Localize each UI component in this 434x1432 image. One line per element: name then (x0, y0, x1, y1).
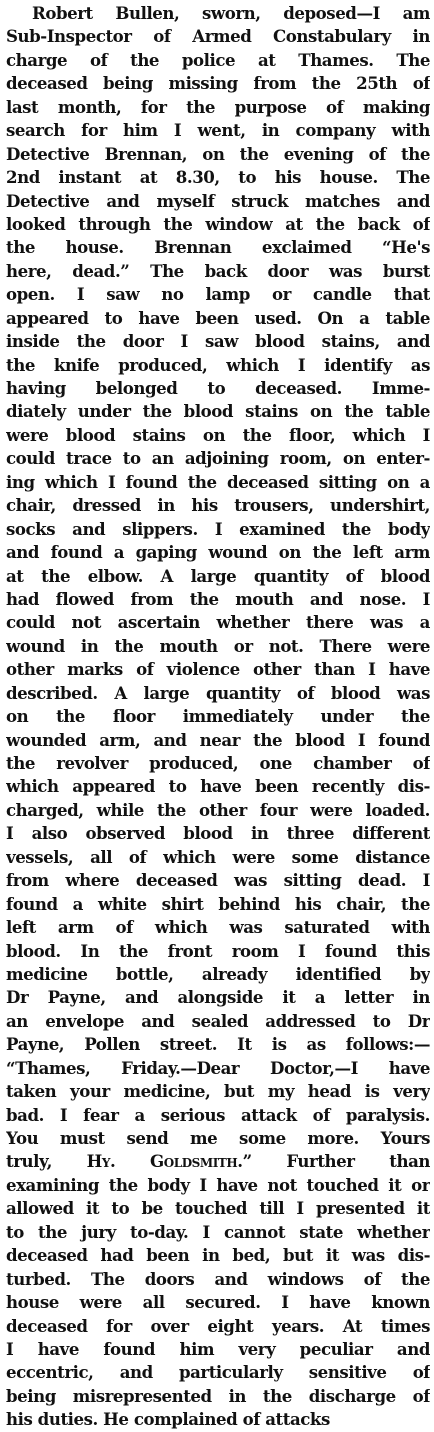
text-line: allowed it to be touched till I presented it (6, 1198, 430, 1219)
text-line: the house. Brennan exclaimed “He's (6, 237, 430, 258)
text-line: taken your medicine, but my head is very (6, 1081, 430, 1102)
text-line: inside the door I saw blood stains, and (6, 331, 430, 352)
text-line: chair, dressed in his trousers, undershirt, (6, 495, 430, 516)
text-line: medicine bottle, already identified by (6, 963, 430, 984)
text-line: last month, for the purpose of making (6, 96, 430, 117)
text-line: vessels, all of which were some distance (6, 846, 430, 867)
text-line: I have found him very peculiar and (6, 1338, 430, 1359)
text-line: charged, while the other four were loaded. (6, 799, 430, 820)
text-line: open. I saw no lamp or candle that (6, 284, 430, 305)
text-line: being misrepresented in the discharge of (6, 1385, 430, 1406)
text-line: search for him I went, in company with (6, 120, 430, 141)
text-line: Detective Brennan, on the evening of the (6, 143, 430, 164)
text-line: Dr Payne, and alongside it a letter in (6, 987, 430, 1008)
text-line: from where deceased was sitting dead. I (6, 870, 430, 891)
text-line: “Thames, Friday.—Dear Doctor,—I have (6, 1057, 430, 1078)
letter-signature: Hy. Goldsmith. (86, 1151, 243, 1172)
text-line: diately under the blood stains on the table (6, 401, 430, 422)
text-line: found a white shirt behind his chair, the (6, 893, 430, 914)
text-line: You must send me some more. Yours (6, 1128, 430, 1148)
text-line: Payne, Pollen street. It is as follows:— (6, 1034, 430, 1055)
text-line: could trace to an adjoining room, on enter- (6, 448, 430, 469)
text-line: and found a gaping wound on the left arm (6, 542, 430, 563)
text-line: ing which I found the deceased sitting on a (6, 471, 430, 492)
text-line: socks and slippers. I examined the body (6, 518, 430, 539)
text-line: at the elbow. A large quantity of blood (6, 565, 430, 586)
text-line: which appeared to have been recently dis- (6, 776, 430, 797)
text-line: bad. I fear a serious attack of paralysis. (6, 1104, 430, 1125)
text-line: deceased for over eight years. At times (6, 1315, 430, 1336)
text-line: here, dead.” The back door was burst (6, 260, 430, 281)
text-line: charge of the police at Thames. The (6, 49, 430, 70)
text-line: blood. In the front room I found this (6, 940, 430, 961)
text-line: other marks of violence other than I have (6, 659, 430, 680)
signature-trailing-text: ” Further than (242, 1151, 430, 1172)
text-line: Robert Bullen, sworn, deposed—I am (32, 3, 430, 23)
article-column (6, 2, 430, 1432)
text-line: looked through the window at the back of (6, 213, 430, 234)
text-line: 2nd instant at 8.30, to his house. The (6, 167, 430, 188)
text-line: eccentric, and particularly sensitive of (6, 1362, 430, 1383)
signature-line (6, 1150, 430, 1173)
text-line: appeared to have been used. On a table (6, 307, 430, 328)
text-line: deceased being missing from the 25th of (6, 73, 430, 94)
text-line: wound in the mouth or not. There were (6, 635, 430, 656)
text-line: turbed. The doors and windows of the (6, 1268, 430, 1289)
text-line: examining the body I have not touched it or (6, 1174, 430, 1195)
text-line: Sub-Inspector of Armed Constabulary in (6, 26, 430, 47)
text-line: having belonged to deceased. Imme- (6, 378, 430, 398)
text-line: the revolver produced, one chamber of (6, 753, 430, 773)
text-line: to the jury to-day. I cannot state whether (6, 1221, 430, 1242)
signature-lead-text: truly, (6, 1151, 87, 1172)
text-line: Detective and myself struck matches and (6, 190, 430, 211)
text-line: were blood stains on the floor, which I (6, 424, 430, 445)
text-line: the knife produced, which I identify as (6, 354, 430, 375)
text-line: his duties. He complained of attacks (6, 1409, 330, 1430)
text-line: had flowed from the mouth and nose. I (6, 588, 430, 609)
text-line: described. A large quantity of blood was (6, 682, 430, 703)
text-line: wounded arm, and near the blood I found (6, 729, 430, 750)
text-line: could not ascertain whether there was a (6, 612, 430, 633)
text-line: deceased had been in bed, but it was dis- (6, 1245, 430, 1266)
text-line: an envelope and sealed addressed to Dr (6, 1010, 430, 1031)
text-line: house were all secured. I have known (6, 1292, 430, 1313)
text-line: left arm of which was saturated with (6, 917, 430, 938)
text-line: I also observed blood in three different (6, 823, 430, 844)
text-line: on the floor immediately under the (6, 706, 430, 727)
